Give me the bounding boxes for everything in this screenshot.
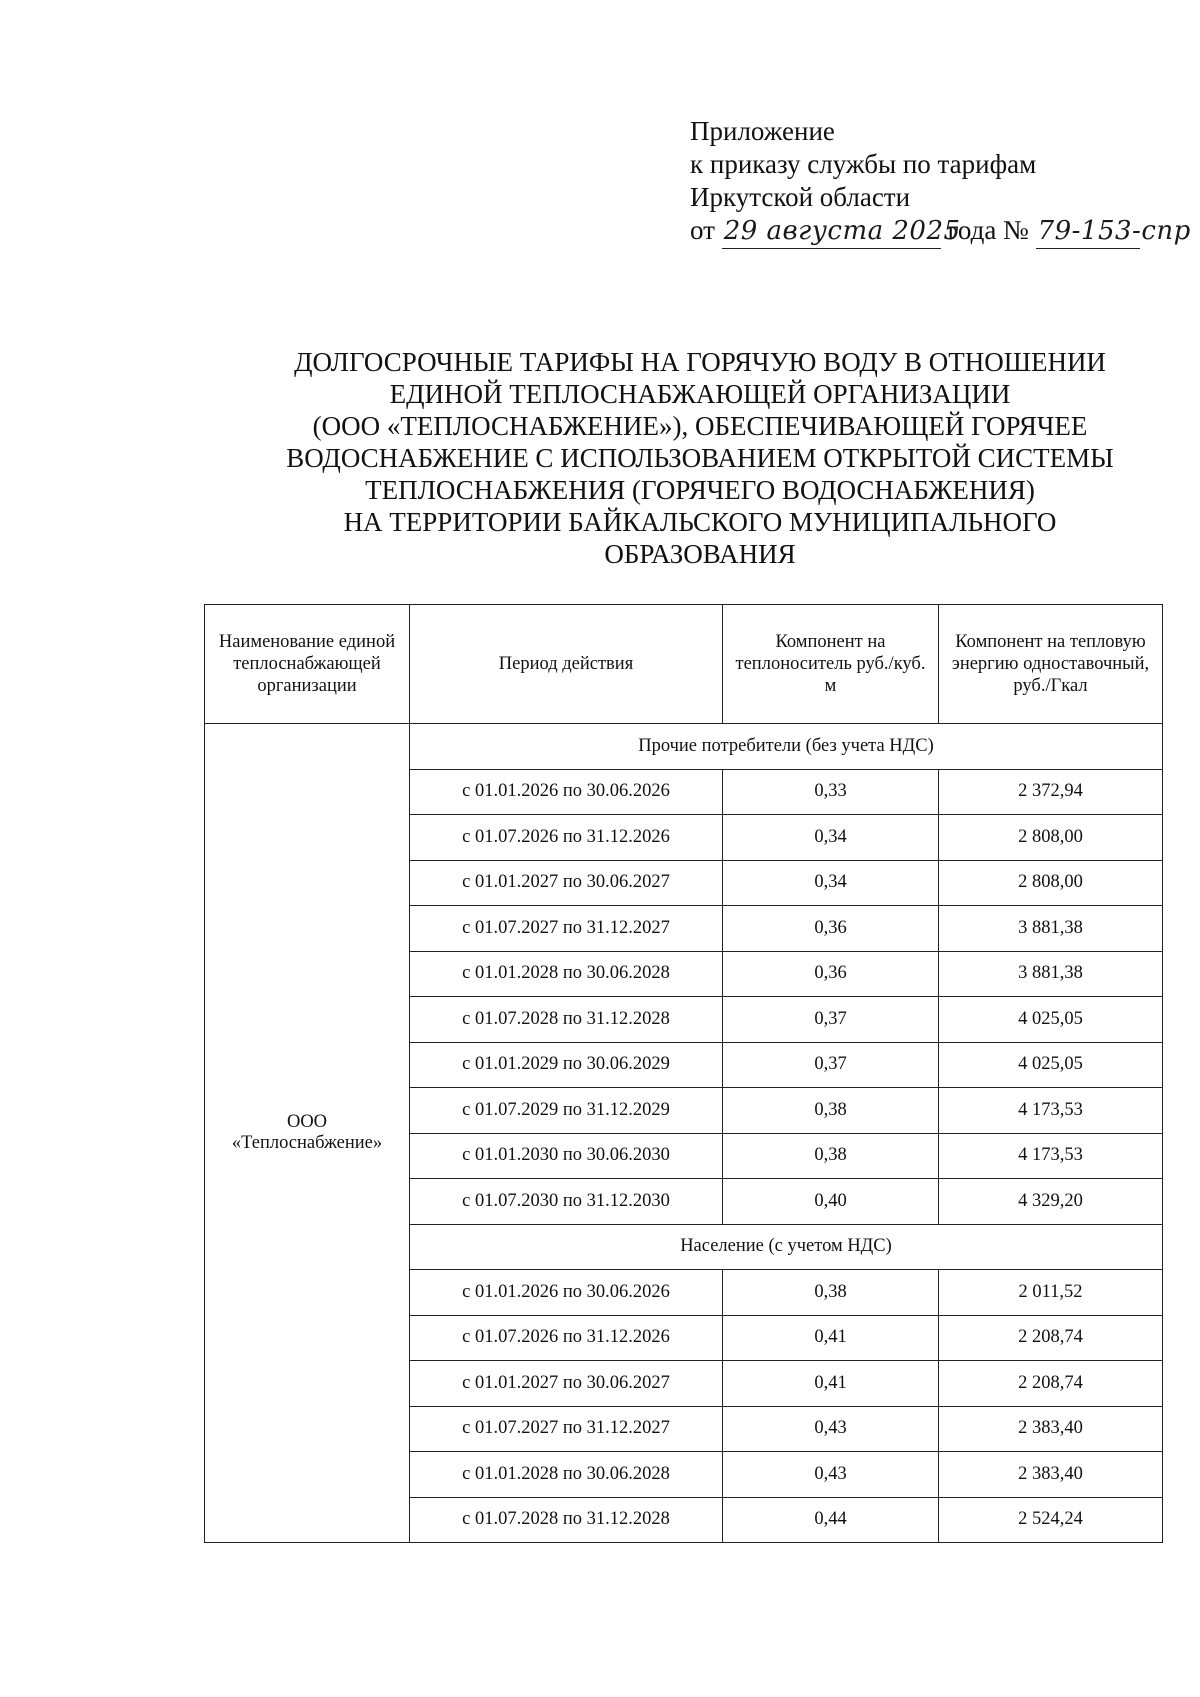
period-cell: с 01.07.2030 по 31.12.2030 <box>410 1179 723 1225</box>
carrier-cell: 0,38 <box>723 1270 939 1316</box>
carrier-cell: 0,44 <box>723 1497 939 1543</box>
header-organization: Наименование единой теплоснабжающей организации <box>205 605 410 724</box>
energy-cell: 3 881,38 <box>939 906 1163 952</box>
title-line: ДОЛГОСРОЧНЫЕ ТАРИФЫ НА ГОРЯЧУЮ ВОДУ В ОТНОШЕНИИ <box>294 347 1106 377</box>
appendix-order-ref: к приказу службы по тарифам <box>690 149 1037 179</box>
table-body <box>205 724 1163 1543</box>
appendix-block <box>690 115 1191 249</box>
carrier-cell: 0,34 <box>723 860 939 906</box>
handwritten-date: 29 августа 2025 <box>722 215 941 249</box>
period-cell: с 01.07.2026 по 31.12.2026 <box>410 815 723 861</box>
carrier-cell: 0,43 <box>723 1452 939 1498</box>
energy-cell: 4 329,20 <box>939 1179 1163 1225</box>
carrier-cell: 0,34 <box>723 815 939 861</box>
energy-cell: 2 208,74 <box>939 1361 1163 1407</box>
appendix-title: Приложение <box>690 116 835 146</box>
energy-cell: 2 372,94 <box>939 769 1163 815</box>
date-prefix: от <box>690 215 715 245</box>
organization-cell <box>205 724 410 1543</box>
title-line: ЕДИНОЙ ТЕПЛОСНАБЖАЮЩЕЙ ОРГАНИЗАЦИИ <box>389 379 1011 409</box>
period-cell: с 01.01.2026 по 30.06.2026 <box>410 769 723 815</box>
period-cell: с 01.01.2028 по 30.06.2028 <box>410 1452 723 1498</box>
carrier-cell: 0,38 <box>723 1088 939 1134</box>
period-cell: с 01.07.2027 по 31.12.2027 <box>410 1406 723 1452</box>
energy-cell: 4 025,05 <box>939 997 1163 1043</box>
header-energy-component: Компонент на тепловую энергию одноставочный, руб./Гкал <box>939 605 1163 724</box>
energy-cell: 2 808,00 <box>939 815 1163 861</box>
period-cell: с 01.01.2027 по 30.06.2027 <box>410 1361 723 1407</box>
period-cell: с 01.01.2029 по 30.06.2029 <box>410 1042 723 1088</box>
carrier-cell: 0,37 <box>723 997 939 1043</box>
energy-cell: 4 025,05 <box>939 1042 1163 1088</box>
organization-name-line: ООО <box>286 1112 328 1132</box>
section-row <box>205 724 1163 770</box>
period-cell: с 01.01.2030 по 30.06.2030 <box>410 1133 723 1179</box>
section-label: Население (с учетом НДС) <box>410 1224 1163 1270</box>
carrier-cell: 0,41 <box>723 1315 939 1361</box>
appendix-region: Иркутской области <box>690 182 911 212</box>
header-period: Период действия <box>410 605 723 724</box>
tariff-table <box>204 604 1163 1543</box>
energy-cell: 2 524,24 <box>939 1497 1163 1543</box>
year-word: года № <box>947 215 1029 245</box>
energy-cell: 2 383,40 <box>939 1452 1163 1498</box>
period-cell: с 01.01.2028 по 30.06.2028 <box>410 951 723 997</box>
period-cell: с 01.07.2027 по 31.12.2027 <box>410 906 723 952</box>
carrier-cell: 0,43 <box>723 1406 939 1452</box>
period-cell: с 01.07.2026 по 31.12.2026 <box>410 1315 723 1361</box>
energy-cell: 2 808,00 <box>939 860 1163 906</box>
header-carrier-component: Компонент на теплоноситель руб./куб. м <box>723 605 939 724</box>
energy-cell: 2 208,74 <box>939 1315 1163 1361</box>
organization-name-line: «Теплоснабжение» <box>231 1133 383 1153</box>
table-header-row <box>205 605 1163 724</box>
title-line: (ООО «ТЕПЛОСНАБЖЕНИЕ»), ОБЕСПЕЧИВАЮЩЕЙ ГОРЯЧЕЕ <box>312 411 1088 441</box>
section-label: Прочие потребители (без учета НДС) <box>410 724 1163 770</box>
carrier-cell: 0,41 <box>723 1361 939 1407</box>
carrier-cell: 0,36 <box>723 906 939 952</box>
period-cell: с 01.07.2028 по 31.12.2028 <box>410 1497 723 1543</box>
energy-cell: 4 173,53 <box>939 1088 1163 1134</box>
period-cell: с 01.07.2028 по 31.12.2028 <box>410 997 723 1043</box>
carrier-cell: 0,33 <box>723 769 939 815</box>
period-cell: с 01.07.2029 по 31.12.2029 <box>410 1088 723 1134</box>
carrier-cell: 0,37 <box>723 1042 939 1088</box>
period-cell: с 01.01.2027 по 30.06.2027 <box>410 860 723 906</box>
energy-cell: 4 173,53 <box>939 1133 1163 1179</box>
appendix-date-line <box>690 214 1191 249</box>
energy-cell: 3 881,38 <box>939 951 1163 997</box>
title-line: ТЕПЛОСНАБЖЕНИЯ (ГОРЯЧЕГО ВОДОСНАБЖЕНИЯ) <box>365 475 1035 505</box>
carrier-cell: 0,38 <box>723 1133 939 1179</box>
carrier-cell: 0,36 <box>723 951 939 997</box>
title-line: ОБРАЗОВАНИЯ <box>604 539 796 569</box>
document-title <box>200 346 1200 570</box>
energy-cell: 2 383,40 <box>939 1406 1163 1452</box>
handwritten-order-number: 79-153-спр <box>1036 215 1140 249</box>
carrier-cell: 0,40 <box>723 1179 939 1225</box>
title-line: ВОДОСНАБЖЕНИЕ С ИСПОЛЬЗОВАНИЕМ ОТКРЫТОЙ СИСТЕМЫ <box>286 443 1114 473</box>
period-cell: с 01.01.2026 по 30.06.2026 <box>410 1270 723 1316</box>
title-line: НА ТЕРРИТОРИИ БАЙКАЛЬСКОГО МУНИЦИПАЛЬНОГО <box>343 507 1057 537</box>
energy-cell: 2 011,52 <box>939 1270 1163 1316</box>
